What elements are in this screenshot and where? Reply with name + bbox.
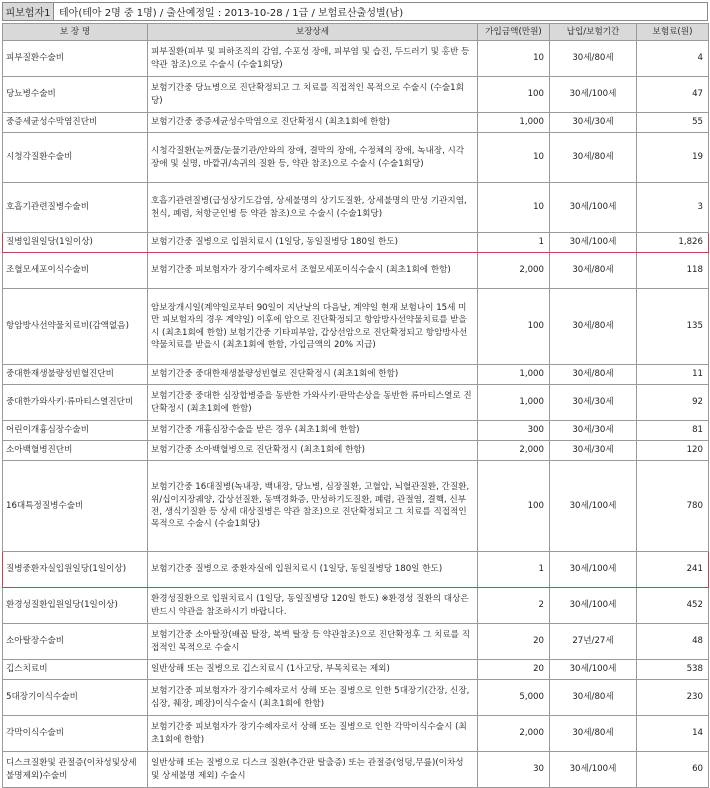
- table-row: [3, 421, 709, 441]
- coverage-premium: 241: [637, 552, 709, 588]
- table-row: [3, 233, 709, 253]
- col-header-premium: 보험료(원): [637, 24, 709, 41]
- coverage-detail: 암보장개시일(계약일로부터 90일이 지난날의 다음날, 계약일 현재 보험나이 15세 미만 피보험자의 경우 계약일) 이후에 암으로 진단확정되고 항암방사선약물치료를 받을시 (최초1회에 한함) 보험기간중 기타피부암, 갑상선암으로 진단확정되고 항암방사선약물치료를 받을시 (최초1회에 한함, 가입금액의 20% 지급): [148, 289, 478, 365]
- coverage-premium: 14: [637, 716, 709, 752]
- col-header-name: 보 장 명: [3, 24, 148, 41]
- coverage-amount: 20: [478, 660, 550, 680]
- coverage-premium: 60: [637, 752, 709, 788]
- coverage-detail: 시청각질환(눈꺼풀/눈물기관/안와의 장애, 결막의 장애, 수정체의 장애, 녹내장, 시각 장애 및 실명, 바깥귀/속귀의 질환 등, 약관 참조)으로 수술시 (수술1회당): [148, 133, 478, 183]
- coverage-name: 디스크질환및 관절증(이차성및상세불명제외)수술비: [3, 752, 148, 788]
- coverage-amount: 1: [478, 552, 550, 588]
- coverage-premium: 11: [637, 365, 709, 385]
- coverage-name: 소아백혈병진단비: [3, 441, 148, 461]
- coverage-amount: 2: [478, 588, 550, 624]
- coverage-amount: 1,000: [478, 113, 550, 133]
- coverage-detail: 보험기간중 질병으로 입원치료시 (1일당, 동일질병당 180일 한도): [148, 233, 478, 253]
- table-row: [3, 365, 709, 385]
- coverage-detail: 보험기간중 중대한 심장합병증을 동반한 가와사키·판막손상을 동반한 류마티스열로 진단확정시 (최초1회에 한함): [148, 385, 478, 421]
- table-row: [3, 588, 709, 624]
- table-row: [3, 77, 709, 113]
- table-row: [3, 289, 709, 365]
- coverage-name: 피부질환수술비: [3, 41, 148, 77]
- coverage-amount: 2,000: [478, 253, 550, 289]
- insured-info: 테아(테아 2명 중 1명) / 출산예정일 : 2013-10-28 / 1급 / 보험료산출성별(남): [59, 8, 404, 19]
- coverage-premium: 55: [637, 113, 709, 133]
- coverage-period: 30세/30세: [550, 441, 637, 461]
- coverage-amount: 2,000: [478, 716, 550, 752]
- coverage-detail: 피부질환(피부 및 피하조직의 감염, 수포성 장애, 피부염 및 습진, 두드러기 및 홍반 등 약관 참조)으로 수술시 (수술1회당): [148, 41, 478, 77]
- coverage-detail: 보험기간중 피보험자가 장기수혜자로서 상해 또는 질병으로 인한 5대장기(간장, 신장, 심장, 췌장, 폐장)이식수술시 (최초1회에 한함): [148, 680, 478, 716]
- coverage-detail: 보험기간중 중대한재생불량성빈혈로 진단확정시 (최초1회에 한함): [148, 365, 478, 385]
- coverage-name: 어린이개흉심장수술비: [3, 421, 148, 441]
- coverage-rows: [3, 41, 709, 788]
- coverage-amount: 5,000: [478, 680, 550, 716]
- coverage-detail: 보험기간중 중증세균성수막염으로 진단확정시 (최초1회에 한함): [148, 113, 478, 133]
- coverage-detail: 호흡기관련질병(급성상기도감염, 상세불명의 상기도질환, 상세불명의 만성 기관지염, 천식, 폐렴, 처항군인병 등 약관 참조)으로 수술시 (수술1회당): [148, 183, 478, 233]
- coverage-detail: 보험기간중 개흉심장수술을 받은 경우 (최초1회에 한함): [148, 421, 478, 441]
- coverage-name: 깁스치료비: [3, 660, 148, 680]
- coverage-period: 30세/80세: [550, 133, 637, 183]
- coverage-period: 30세/80세: [550, 289, 637, 365]
- coverage-period: 30세/100세: [550, 752, 637, 788]
- coverage-period: 30세/100세: [550, 552, 637, 588]
- coverage-detail: 보험기간중 피보험자가 장기수혜자로서 조혈모세포이식수술시 (최초1회에 한함): [148, 253, 478, 289]
- coverage-detail: 보험기간중 소아탈장(배꼽 탈장, 복벽 탈장 등 약관참조)으로 진단확정후 그 치료를 직접적인 목적으로 수술시: [148, 624, 478, 660]
- coverage-premium: 135: [637, 289, 709, 365]
- coverage-amount: 10: [478, 183, 550, 233]
- coverage-amount: 20: [478, 624, 550, 660]
- table-row: [3, 461, 709, 552]
- coverage-premium: 19: [637, 133, 709, 183]
- coverage-period: 30세/80세: [550, 253, 637, 289]
- coverage-period: 30세/100세: [550, 183, 637, 233]
- coverage-name: 환경성질환입원일당(1일이상): [3, 588, 148, 624]
- coverage-detail: 보험기간중 16대질병(녹내장, 백내장, 당뇨병, 심장질환, 고혈압, 뇌혈관질환, 간질환, 위/십이지장궤양, 갑상선질환, 동맥경화증, 만성하기도질환, 폐렴, 관절염, 결핵, 신부전, 생식기질환 등 상세 대상질병은 약관 참조)으로 진단확정되고 그 치료를 직접적인 목적으로 수술시 (수술1회당): [148, 461, 478, 552]
- table-row: [3, 113, 709, 133]
- coverage-name: 각막이식수술비: [3, 716, 148, 752]
- col-header-amount: 가입금액(만원): [478, 24, 550, 41]
- table-row: [3, 441, 709, 461]
- coverage-period: 30세/30세: [550, 113, 637, 133]
- coverage-premium: 92: [637, 385, 709, 421]
- coverage-period: 30세/100세: [550, 588, 637, 624]
- table-row: [3, 552, 709, 588]
- coverage-premium: 81: [637, 421, 709, 441]
- coverage-period: 30세/80세: [550, 680, 637, 716]
- coverage-period: 30세/80세: [550, 41, 637, 77]
- coverage-premium: 780: [637, 461, 709, 552]
- coverage-period: 30세/100세: [550, 77, 637, 113]
- coverage-name: 당뇨병수술비: [3, 77, 148, 113]
- coverage-amount: 30: [478, 752, 550, 788]
- coverage-amount: 1,000: [478, 365, 550, 385]
- coverage-name: 질병중환자실입원일당(1일이상): [3, 552, 148, 588]
- table-row: [3, 680, 709, 716]
- coverage-name: 중대한재생불량성빈혈진단비: [3, 365, 148, 385]
- table-header-row: [3, 24, 709, 41]
- coverage-name: 중대한가와사키·류마티스열진단비: [3, 385, 148, 421]
- coverage-detail: 보험기간중 질병으로 중환자실에 입원치료시 (1일당, 동일질병당 180일 한도): [148, 552, 478, 588]
- coverage-amount: 10: [478, 133, 550, 183]
- coverage-premium: 120: [637, 441, 709, 461]
- coverage-name: 항암방사선약물치료비(감액없음): [3, 289, 148, 365]
- coverage-period: 30세/100세: [550, 233, 637, 253]
- coverage-period: 30세/30세: [550, 421, 637, 441]
- coverage-detail: 보험기간중 소아백혈병으로 진단확정시 (최초1회에 한함): [148, 441, 478, 461]
- col-header-period: 납입/보험기간: [550, 24, 637, 41]
- coverage-amount: 300: [478, 421, 550, 441]
- coverage-period: 30세/100세: [550, 461, 637, 552]
- coverage-name: 질병입원일당(1일이상): [3, 233, 148, 253]
- coverage-name: 5대장기이식수술비: [3, 680, 148, 716]
- coverage-detail: 보험기간중 피보험자가 장기수혜자로서 상해 또는 질병으로 인한 각막이식수술시 (최초1회에 한함): [148, 716, 478, 752]
- table-row: [3, 41, 709, 77]
- coverage-amount: 2,000: [478, 441, 550, 461]
- coverage-premium: 538: [637, 660, 709, 680]
- insured-header-bar: [2, 2, 708, 21]
- table-row: [3, 253, 709, 289]
- coverage-premium: 48: [637, 624, 709, 660]
- coverage-detail: 환경성질환으로 입원치료시 (1일당, 동일질병당 120일 한도) ※환경성 질환의 대상은 반드시 약관을 참조하시기 바랍니다.: [148, 588, 478, 624]
- table-row: [3, 624, 709, 660]
- coverage-name: 조혈모세포이식수술비: [3, 253, 148, 289]
- table-row: [3, 660, 709, 680]
- coverage-period: 30세/80세: [550, 365, 637, 385]
- coverage-detail: 일반상해 또는 질병으로 디스크 질환(추간판 탈출증) 또는 관절증(엉덩,무릎)(이차성 및 상세불명 제외) 수술시: [148, 752, 478, 788]
- coverage-premium: 118: [637, 253, 709, 289]
- coverage-amount: 1,000: [478, 385, 550, 421]
- coverage-name: 소아탈장수술비: [3, 624, 148, 660]
- coverage-detail: 일반상해 또는 질병으로 깁스치료시 (1사고당, 부목치료는 제외): [148, 660, 478, 680]
- coverage-premium: 4: [637, 41, 709, 77]
- coverage-amount: 10: [478, 41, 550, 77]
- coverage-period: 30세/30세: [550, 385, 637, 421]
- coverage-premium: 452: [637, 588, 709, 624]
- coverage-amount: 100: [478, 461, 550, 552]
- coverage-premium: 3: [637, 183, 709, 233]
- coverage-premium: 47: [637, 77, 709, 113]
- coverage-premium: 1,826: [637, 233, 709, 253]
- coverage-period: 30세/80세: [550, 716, 637, 752]
- col-header-detail: 보장상세: [148, 24, 478, 41]
- coverage-amount: 1: [478, 233, 550, 253]
- coverage-name: 중증세균성수막염진단비: [3, 113, 148, 133]
- coverage-name: 16대특정질병수술비: [3, 461, 148, 552]
- coverage-period: 27년/27세: [550, 624, 637, 660]
- coverage-amount: 100: [478, 289, 550, 365]
- coverage-name: 호흡기관련질병수술비: [3, 183, 148, 233]
- coverage-period: 30세/100세: [550, 660, 637, 680]
- table-row: [3, 716, 709, 752]
- coverage-name: 시청각질환수술비: [3, 133, 148, 183]
- table-row: [3, 183, 709, 233]
- coverage-premium: 230: [637, 680, 709, 716]
- table-row: [3, 133, 709, 183]
- table-row: [3, 752, 709, 788]
- insured-tab[interactable]: 피보험자1: [3, 3, 54, 20]
- coverage-detail: 보험기간중 당뇨병으로 진단확정되고 그 치료를 직접적인 목적으로 수술시 (수술1회당): [148, 77, 478, 113]
- coverage-table: [2, 23, 709, 788]
- coverage-amount: 100: [478, 77, 550, 113]
- table-row: [3, 385, 709, 421]
